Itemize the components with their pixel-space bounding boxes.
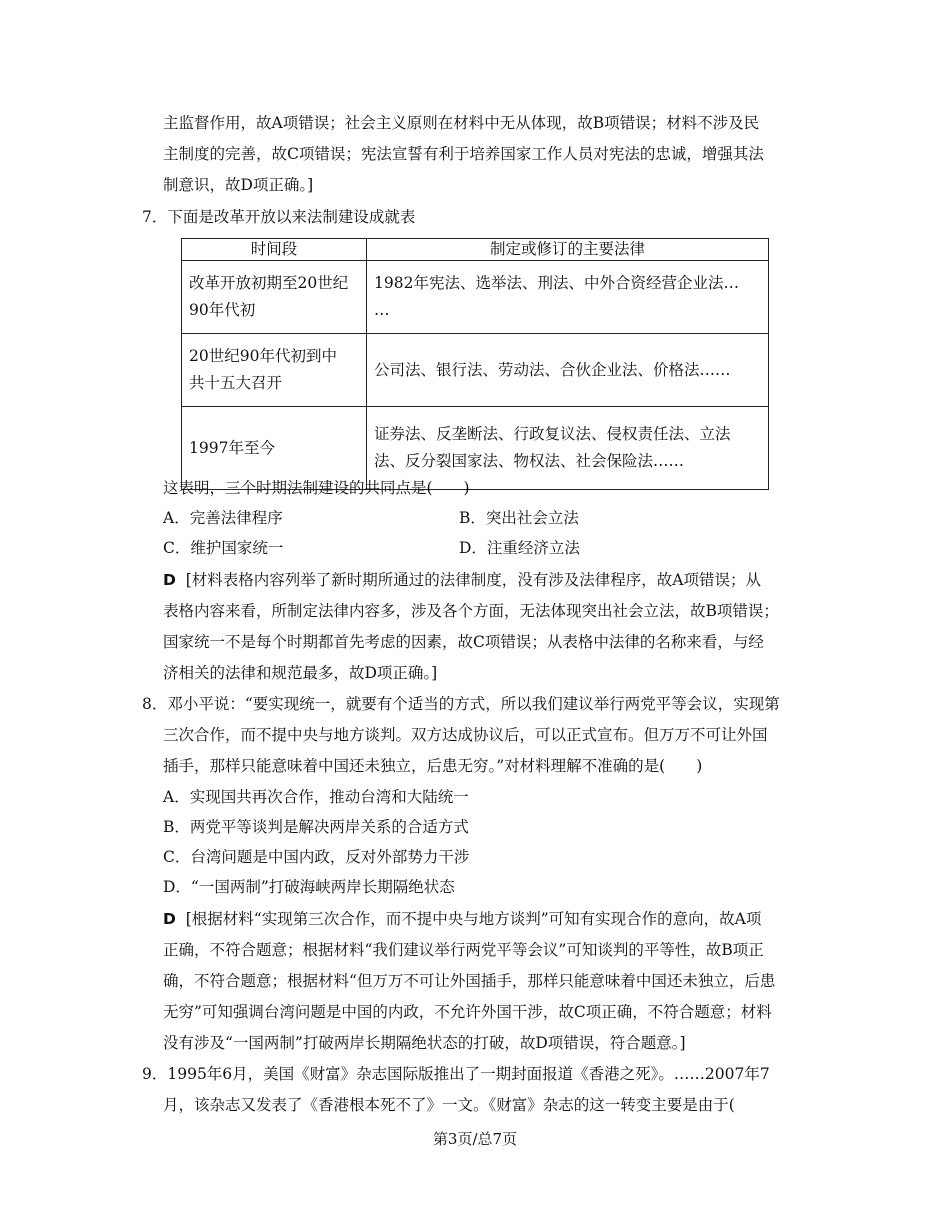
question-9-stem: 9．1995年6月，美国《财富》杂志国际版推出了一期封面报道《香港之死》。……2007年7	[142, 1065, 770, 1083]
table-header-period: 时间段	[182, 239, 367, 261]
cell-text: 90年代初	[189, 301, 256, 319]
table-cell-laws	[367, 334, 769, 407]
explanation-line: 确，不符合题意；根据材料“但万万不可让外国插手，那样只能意味着中国还未独立，后患	[163, 972, 776, 990]
table-row	[182, 334, 769, 407]
explanation-line: 济相关的法律和规范最多，故D项正确。]	[163, 664, 438, 682]
cell-text: 证券法、反垄断法、行政复议法、侵权责任法、立法	[374, 425, 731, 443]
question-7-stem: 7．下面是改革开放以来法制建设成就表	[142, 208, 416, 226]
law-achievement-table	[181, 238, 769, 490]
option-c: C．台湾问题是中国内政，反对外部势力干涉	[163, 848, 470, 866]
explanation-line	[163, 908, 761, 930]
cell-text: 1997年至今	[189, 438, 275, 457]
option-a: A．实现国共再次合作，推动台湾和大陆统一	[163, 788, 469, 806]
cell-text: …	[374, 301, 390, 319]
explanation-line: 正确，不符合题意；根据材料“我们建议举行两党平等会议”可知谈判的平等性，故B项正	[163, 941, 764, 959]
cell-text: 法、反分裂国家法、物权法、社会保险法……	[374, 452, 685, 470]
table-cell-laws	[367, 261, 769, 334]
table-cell-period	[182, 334, 367, 407]
question-7-prompt: 这表明，三个时期法制建设的共同点是( )	[163, 479, 470, 497]
question-8-stem: 插手，那样只能意味着中国还未独立，后患无穷。”对材料理解不准确的是( )	[163, 757, 703, 775]
option-d: D．注重经济立法	[459, 539, 580, 557]
cell-text: 公司法、银行法、劳动法、合伙企业法、价格法……	[374, 360, 731, 379]
text-line: 制意识，故D项正确。]	[163, 176, 314, 194]
answer-label: D	[163, 571, 176, 589]
explanation-text: [材料表格内容列举了新时期所通过的法律制度，没有涉及法律程序，故A项错误；从	[185, 571, 761, 589]
option-c: C．维护国家统一	[163, 539, 284, 557]
explanation-line	[163, 569, 761, 591]
table-row	[182, 261, 769, 334]
option-b: B．突出社会立法	[459, 509, 579, 527]
cell-text: 改革开放初期至20世纪	[189, 274, 349, 292]
text-line: 主制度的完善，故C项错误；宪法宣誓有利于培养国家工作人员对宪法的忠诚，增强其法	[163, 145, 764, 163]
question-8-stem: 8．邓小平说：“要实现统一，就要有个适当的方式，所以我们建议举行两党平等会议，实现第	[142, 695, 780, 713]
cell-text: 1982年宪法、选举法、刑法、中外合资经营企业法…	[374, 274, 739, 292]
page-footer: 第3页/总7页	[432, 1130, 518, 1148]
explanation-text: [根据材料“实现第三次合作，而不提中央与地方谈判”可知有实现合作的意向，故A项	[185, 910, 762, 928]
question-9-stem: 月，该杂志又发表了《香港根本死不了》一文。《财富》杂志的这一转变主要是由于(	[163, 1096, 735, 1114]
explanation-line: 国家统一不是每个时期都首先考虑的因素，故C项错误；从表格中法律的名称来看，与经	[163, 633, 764, 651]
answer-label: D	[163, 910, 176, 928]
text-line: 主监督作用，故A项错误；社会主义原则在材料中无从体现，故B项错误；材料不涉及民	[163, 114, 760, 132]
table-cell-period	[182, 261, 367, 334]
option-d: D．“一国两制”打破海峡两岸长期隔绝状态	[163, 878, 455, 896]
explanation-line: 没有涉及“一国两制”打破两岸长期隔绝状态的打破，故D项错误，符合题意。]	[163, 1034, 686, 1052]
option-a: A．完善法律程序	[163, 509, 283, 527]
table-header-laws: 制定或修订的主要法律	[367, 239, 769, 261]
explanation-line: 表格内容来看，所制定法律内容多，涉及各个方面，无法体现突出社会立法，故B项错误；	[163, 602, 779, 620]
cell-text: 共十五大召开	[189, 374, 283, 392]
cell-text: 20世纪90年代初到中	[189, 347, 337, 365]
explanation-line: 无穷”可知强调台湾问题是中国的内政，不允许外国干涉，故C项正确，不符合题意；材料	[163, 1003, 772, 1021]
option-b: B．两党平等谈判是解决两岸关系的合适方式	[163, 818, 469, 836]
question-8-stem: 三次合作，而不提中央与地方谈判。双方达成协议后，可以正式宣布。但万万不可让外国	[163, 726, 768, 744]
